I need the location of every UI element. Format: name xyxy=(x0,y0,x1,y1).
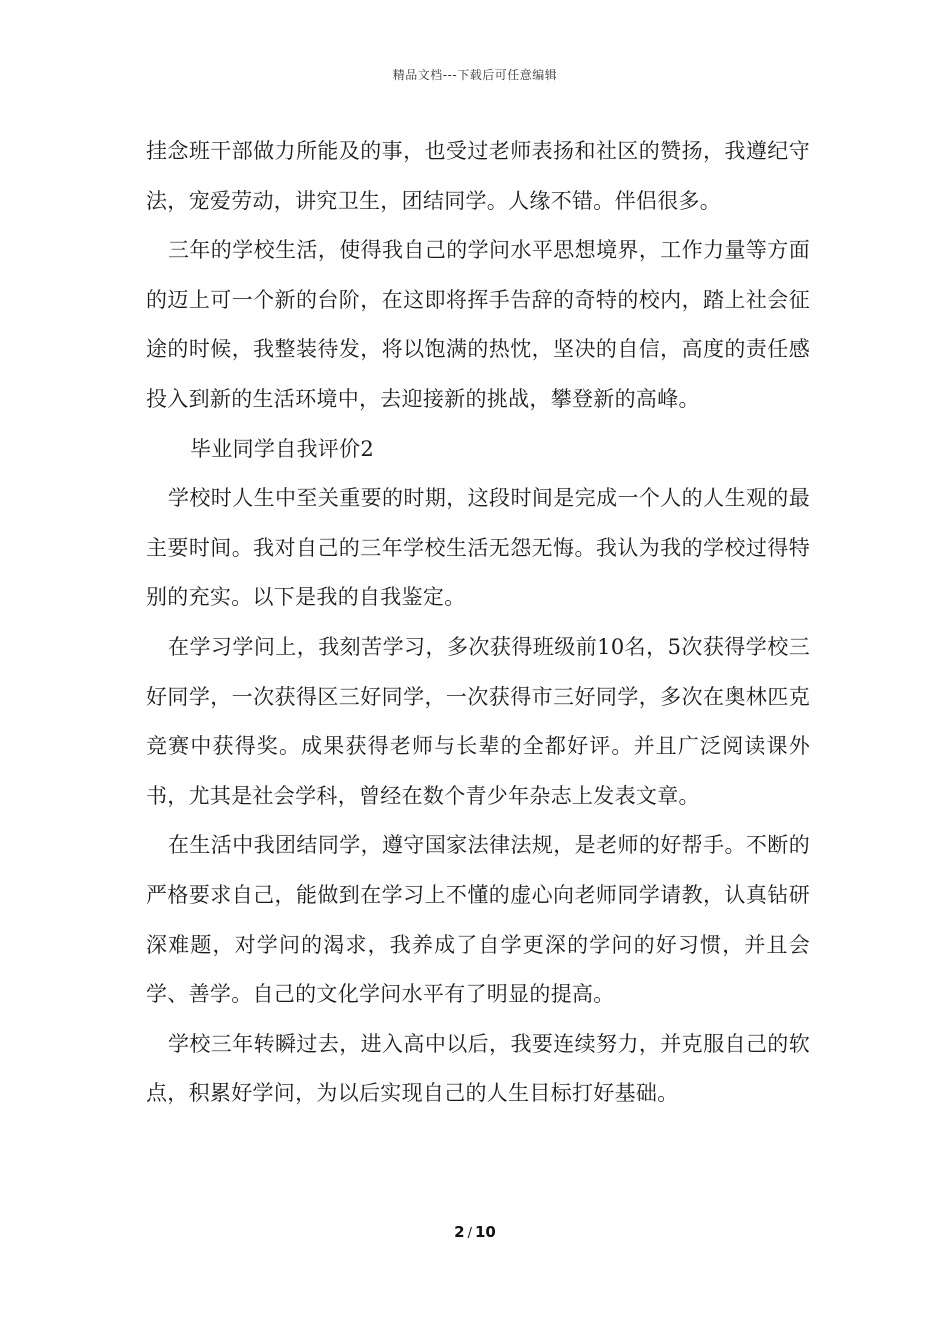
page-header: 精品文档---下载后可任意编辑 xyxy=(392,68,558,82)
paragraph-2: 三年的学校生活，使得我自己的学问水平思想境界，工作力量等方面的迈上可一个新的台阶，在这即将挥手告辞的奇特的校内，踏上社会征途的时候，我整装待发，将以饱满的热忱，坚决的自信，高度的责任感投入到新的生活环境中，去迎接新的挑战，攀登新的高峰。 xyxy=(146,238,810,411)
section-heading: 毕业同学自我评价2 xyxy=(190,436,375,461)
paragraph-3: 学校时人生中至关重要的时期，这段时间是完成一个人的人生观的最主要时间。我对自己的三年学校生活无怨无悔。我认为我的学校过得特别的充实。以下是我的自我鉴定。 xyxy=(146,486,810,610)
current-page: 2 xyxy=(454,1223,465,1241)
page-separator: / xyxy=(467,1226,472,1241)
page-number xyxy=(0,1223,950,1241)
document-body xyxy=(146,127,810,1119)
total-pages: 10 xyxy=(474,1223,496,1241)
paragraph-6: 学校三年转瞬过去，进入高中以后，我要连续努力，并克服自己的软点，积累好学问，为以后实现自己的人生目标打好基础。 xyxy=(146,1031,810,1106)
paragraph-4: 在学习学问上，我刻苦学习，多次获得班级前10名，5次获得学校三好同学，一次获得区三好同学，一次获得市三好同学，多次在奥林匹克竞赛中获得奖。成果获得老师与长辈的全都好评。并且广泛阅读课外书，尤其是社会学科，曾经在数个青少年杂志上发表文章。 xyxy=(146,634,810,808)
paragraph-5: 在生活中我团结同学，遵守国家法律法规，是老师的好帮手。不断的严格要求自己，能做到在学习上不懂的虚心向老师同学请教，认真钻研深难题，对学问的渴求，我养成了自学更深的学问的好习惯，并且会学、善学。自己的文化学问水平有了明显的提高。 xyxy=(146,833,810,1007)
paragraph-1: 挂念班干部做力所能及的事，也受过老师表扬和社区的赞扬，我遵纪守法，宠爱劳动，讲究卫生，团结同学。人缘不错。伴侣很多。 xyxy=(146,139,810,213)
